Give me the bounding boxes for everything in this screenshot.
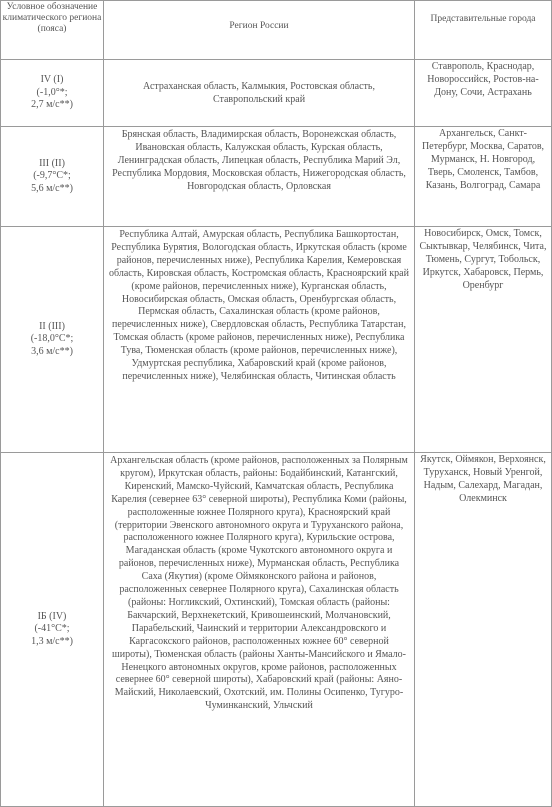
zone-cell — [1, 453, 104, 807]
zone-temperature: (-41°C*; — [34, 623, 70, 635]
cities-cell: Ставрополь, Краснодар, Новороссийск, Ростов-на-Дону, Сочи, Астрахань — [415, 60, 552, 127]
zone-temperature: (-9,7°C*; — [33, 170, 71, 182]
header-zone: Условное обозначение климатического региона (пояса) — [1, 1, 104, 60]
zone-wind: 1,3 м/с**) — [31, 635, 73, 647]
regions-cell: Астраханская область, Калмыкия, Ростовская область, Ставропольский край — [104, 60, 415, 127]
table-row — [1, 453, 552, 807]
zone-name: II (III) — [39, 320, 65, 332]
table-row — [1, 127, 552, 227]
table-row — [1, 60, 552, 127]
zone-wind: 3,6 м/с**) — [31, 345, 73, 357]
zone-cell — [1, 60, 104, 127]
zone-temperature: (-18,0°C*; — [30, 333, 74, 345]
regions-cell: Брянская область, Владимирская область, Воронежская область, Ивановская область, Калужская область, Курская область, Ленинградская область, Липецкая область, Республика Марий Эл, Республика Мордовия, Московская область, Нижегородская область, Новгородская область, Орловская — [104, 127, 415, 227]
zone-temperature: (-1,0°*; — [36, 86, 68, 98]
zone-name: IБ (IV) — [37, 610, 67, 622]
header-cities: Представительные города — [415, 1, 552, 60]
table-header-row — [1, 1, 552, 60]
zone-name: IV (I) — [40, 74, 64, 86]
zone-wind: 5,6 м/с**) — [31, 182, 73, 194]
header-region: Регион России — [104, 1, 415, 60]
cities-cell: Архангельск, Санкт-Петербург, Москва, Саратов, Мурманск, Н. Новгород, Тверь, Смоленск, Тамбов, Казань, Волгоград, Самара — [415, 127, 552, 227]
zone-cell — [1, 127, 104, 227]
cities-cell: Новосибирск, Омск, Томск, Сыктывкар, Челябинск, Чита, Тюмень, Сургут, Тобольск, Иркутск, Хабаровск, Пермь, Оренбург — [415, 227, 552, 453]
regions-cell: Республика Алтай, Амурская область, Республика Башкортостан, Республика Бурятия, Вологодская область, Иркутская область (кроме районов, перечисленных ниже), Республика Карелия, Кемеровская область, Кировская область, Костромская область, Красноярский край (кроме районов, перечисленных ниже), Курганская область, Новосибирская область, Омская область, Оренбургская область, Пермская область, Сахалинская область (кроме районов, перечисленных ниже), Свердловская область, Республика Татарстан, Томская область (кроме районов, перечисленных ниже), Республика Тува, Тюменская область (кроме районов, перечисленных ниже), Удмуртская республика, Хабаровский край (кроме районов, перечисленных ниже), Челябинская область, Читинская область — [104, 227, 415, 453]
zone-wind: 2,7 м/с**) — [31, 99, 73, 111]
table-row — [1, 227, 552, 453]
cities-cell: Якутск, Оймякон, Верхоянск, Туруханск, Новый Уренгой, Надым, Салехард, Магадан, Олекминск — [415, 453, 552, 807]
regions-cell: Архангельская область (кроме районов, расположенных за Полярным кругом), Иркутская область, районы: Бодайбинский, Катангский, Киренский, Мамско-Чуйский, Камчатская область, Республика Карелия (севернее 63° северной широты), Республика Коми (районы, расположенные южнее Полярного круга), Красноярский край (территории Эвенского автономного округа и Туруханского района, расположенного южнее Полярного круга), Курильские острова, Магаданская область (кроме Чукотского автономного округа и районов, перечисленных ниже), Мурманская область, Республика Саха (Якутия) (кроме Оймяконского района и районов, расположенных севернее Полярного круга), Сахалинская область (районы: Ногликский, Охтинский), Томская область (районы: Бакчарский, Верхнекетский, Кривошеинский, Молчановский, Парабельский, Чаинский и территории Александровского и Каргасокского районов, расположенных южнее 60° северной широты), Тюменская область (районы Ханты-Мансийского и Ямало-Ненецкого автономных округов, кроме районов, расположенных севернее 60° северной широты), Хабаровский край (районы: Аяно-Майский, Николаевский, Охотский, им. Полины Осипенко, Тугуро-Чуминканский, Ульчский — [104, 453, 415, 807]
zone-cell — [1, 227, 104, 453]
zone-name: III (II) — [39, 157, 65, 169]
